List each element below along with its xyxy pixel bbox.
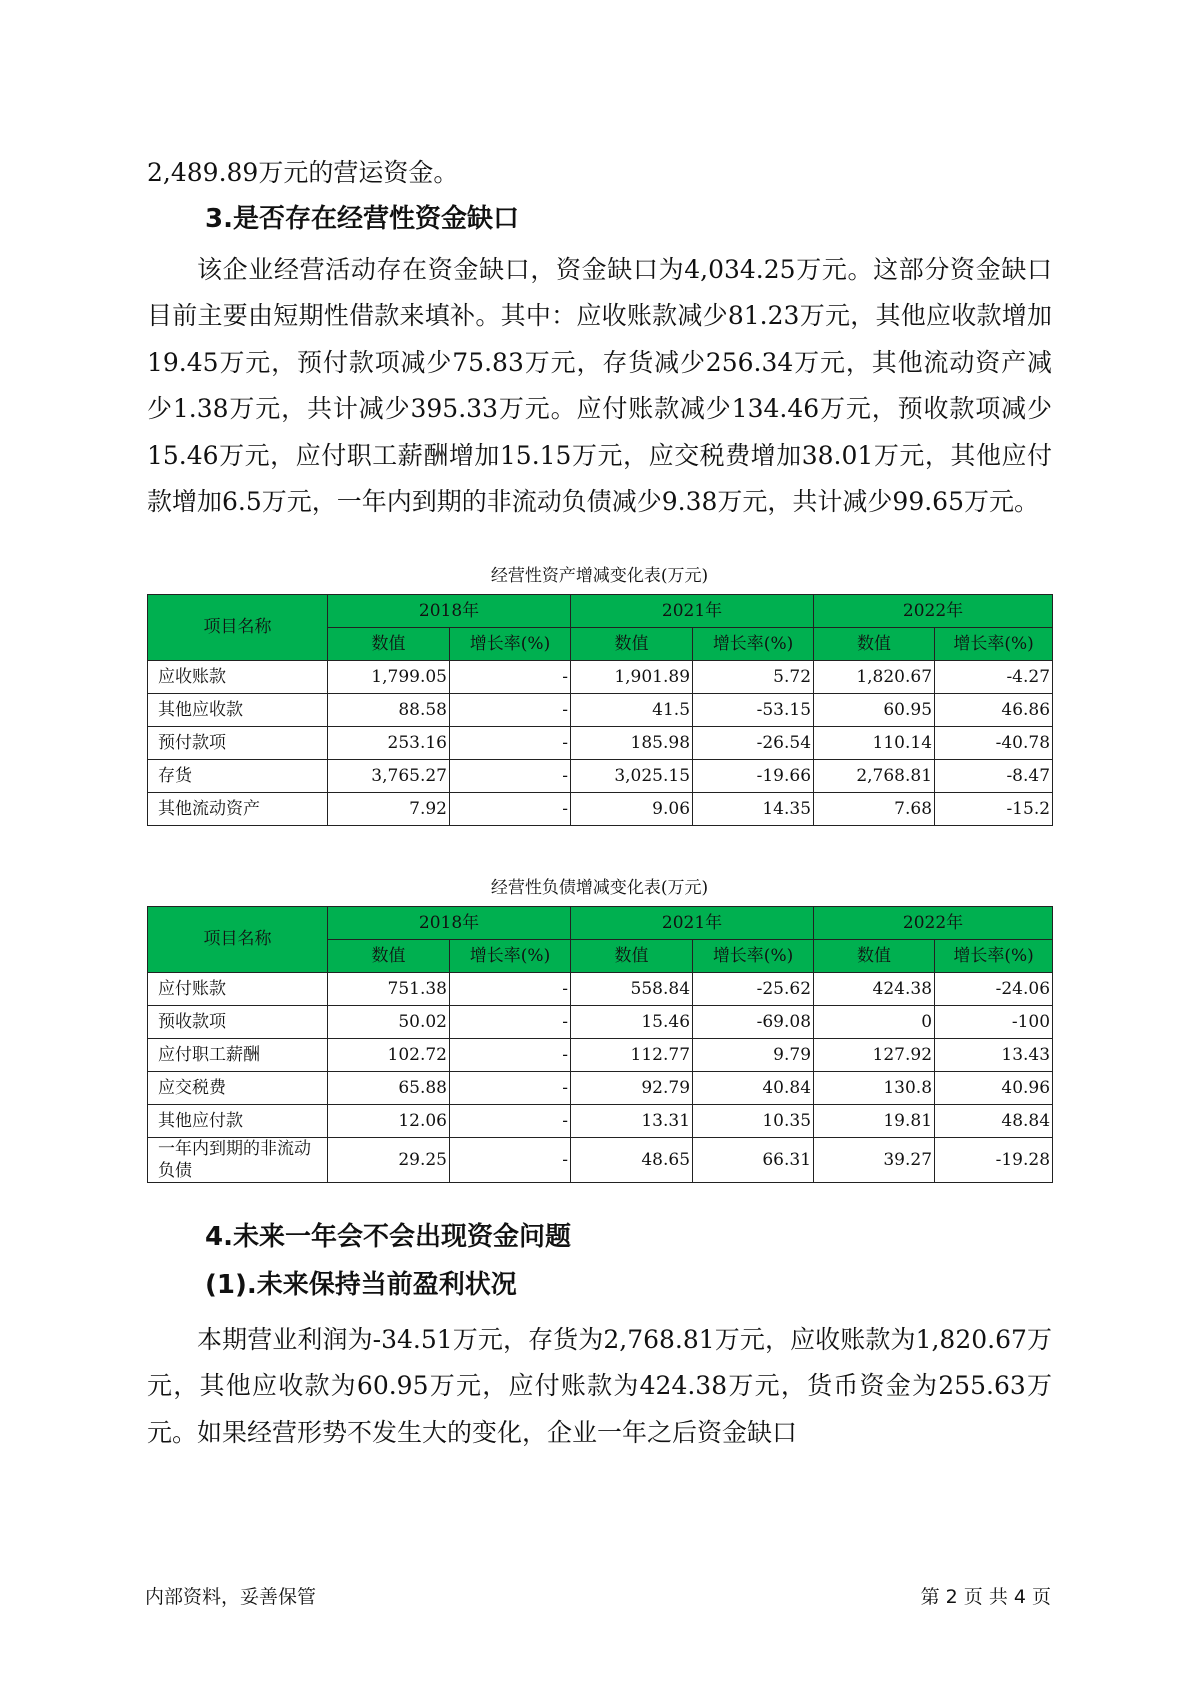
cell-value: 9.06 xyxy=(571,792,693,825)
cell-growth-rate: -40.78 xyxy=(935,726,1053,759)
paragraph-working-capital: 2,489.89万元的营运资金。 xyxy=(147,158,459,187)
cell-value: 751.38 xyxy=(328,972,450,1005)
assets-change-table xyxy=(147,594,1053,826)
footer-page-number: 第 2 页 共 4 页 xyxy=(920,1586,1051,1608)
cell-value: 92.79 xyxy=(571,1071,693,1104)
cell-value: 2,768.81 xyxy=(814,759,935,792)
header-year-2018: 2018年 xyxy=(328,906,571,939)
cell-growth-rate: -53.15 xyxy=(693,693,814,726)
cell-growth-rate: 9.79 xyxy=(693,1038,814,1071)
paragraph-forecast: 本期营业利润为-34.51万元，存货为2,768.81万元，应收账款为1,820.67万元，其他应收款为60.95万元，应付账款为424.38万元，货币资金为255.63万元。如果经营形势不发生大的变化，企业一年之后资金缺口 xyxy=(147,1324,1052,1447)
header-item-name: 项目名称 xyxy=(148,906,328,972)
heading-section-3: 3.是否存在经营性资金缺口 xyxy=(205,203,519,234)
cell-value: 1,799.05 xyxy=(328,660,450,693)
footer-confidential-note: 内部资料，妥善保管 xyxy=(145,1586,317,1608)
cell-value: 1,820.67 xyxy=(814,660,935,693)
cell-growth-rate: 14.35 xyxy=(693,792,814,825)
cell-value: 65.88 xyxy=(328,1071,450,1104)
cell-growth-rate: - xyxy=(450,1038,571,1071)
header-year-2018: 2018年 xyxy=(328,594,571,627)
row-item-name: 应交税费 xyxy=(148,1071,328,1104)
table-row xyxy=(148,1038,1053,1071)
header-value: 数值 xyxy=(814,939,935,972)
cell-growth-rate: - xyxy=(450,1137,571,1182)
table-row xyxy=(148,972,1053,1005)
cell-value: 19.81 xyxy=(814,1104,935,1137)
cell-growth-rate: - xyxy=(450,693,571,726)
heading-section-4-1: (1).未来保持当前盈利状况 xyxy=(205,1269,517,1300)
cell-value: 88.58 xyxy=(328,693,450,726)
table-row xyxy=(148,726,1053,759)
header-rate: 增长率(%) xyxy=(693,627,814,660)
cell-growth-rate: 48.84 xyxy=(935,1104,1053,1137)
header-year-2022: 2022年 xyxy=(814,594,1053,627)
row-item-name: 一年内到期的非流动负债 xyxy=(148,1137,328,1182)
header-value: 数值 xyxy=(328,627,450,660)
cell-growth-rate: 5.72 xyxy=(693,660,814,693)
cell-growth-rate: -24.06 xyxy=(935,972,1053,1005)
header-year-2021: 2021年 xyxy=(571,594,814,627)
header-item-name: 项目名称 xyxy=(148,594,328,660)
cell-value: 39.27 xyxy=(814,1137,935,1182)
header-value: 数值 xyxy=(328,939,450,972)
cell-growth-rate: 66.31 xyxy=(693,1137,814,1182)
cell-value: 15.46 xyxy=(571,1005,693,1038)
row-item-name: 其他应收款 xyxy=(148,693,328,726)
cell-value: 50.02 xyxy=(328,1005,450,1038)
cell-value: 112.77 xyxy=(571,1038,693,1071)
table-liabilities-caption: 经营性负债增减变化表(万元) xyxy=(490,877,709,898)
page-content xyxy=(147,150,1052,1456)
cell-value: 7.68 xyxy=(814,792,935,825)
header-rate: 增长率(%) xyxy=(935,939,1053,972)
header-value: 数值 xyxy=(814,627,935,660)
cell-value: 185.98 xyxy=(571,726,693,759)
cell-growth-rate: -19.66 xyxy=(693,759,814,792)
row-item-name: 应收账款 xyxy=(148,660,328,693)
table-row xyxy=(148,792,1053,825)
cell-value: 48.65 xyxy=(571,1137,693,1182)
liabilities-change-table xyxy=(147,906,1053,1183)
table-assets-caption: 经营性资产增减变化表(万元) xyxy=(490,565,709,586)
row-item-name: 其他应付款 xyxy=(148,1104,328,1137)
header-rate: 增长率(%) xyxy=(450,939,571,972)
cell-value: 558.84 xyxy=(571,972,693,1005)
cell-value: 13.31 xyxy=(571,1104,693,1137)
cell-growth-rate: -25.62 xyxy=(693,972,814,1005)
cell-growth-rate: 40.96 xyxy=(935,1071,1053,1104)
cell-value: 12.06 xyxy=(328,1104,450,1137)
cell-value: 0 xyxy=(814,1005,935,1038)
table-row xyxy=(148,1005,1053,1038)
cell-value: 41.5 xyxy=(571,693,693,726)
cell-value: 3,025.15 xyxy=(571,759,693,792)
row-item-name: 应付职工薪酬 xyxy=(148,1038,328,1071)
header-year-2022: 2022年 xyxy=(814,906,1053,939)
cell-growth-rate: -19.28 xyxy=(935,1137,1053,1182)
table-row xyxy=(148,693,1053,726)
cell-growth-rate: - xyxy=(450,1104,571,1137)
cell-growth-rate: 10.35 xyxy=(693,1104,814,1137)
cell-value: 253.16 xyxy=(328,726,450,759)
header-rate: 增长率(%) xyxy=(693,939,814,972)
row-item-name: 应付账款 xyxy=(148,972,328,1005)
cell-growth-rate: - xyxy=(450,660,571,693)
table-row xyxy=(148,660,1053,693)
header-rate: 增长率(%) xyxy=(450,627,571,660)
table-row xyxy=(148,1137,1053,1182)
cell-growth-rate: - xyxy=(450,759,571,792)
cell-growth-rate: -69.08 xyxy=(693,1005,814,1038)
cell-growth-rate: - xyxy=(450,792,571,825)
cell-value: 3,765.27 xyxy=(328,759,450,792)
paragraph-funding-gap: 该企业经营活动存在资金缺口，资金缺口为4,034.25万元。这部分资金缺口目前主要由短期性借款来填补。其中：应收账款减少81.23万元，其他应收款增加19.45万元，预付款项减少75.83万元，存货减少256.34万元，其他流动资产减少1.38万元，共计减少395.33万元。应付账款减少134.46万元，预收款项减少15.46万元，应付职工薪酬增加15.15万元，应交税费增加38.01万元，其他应付款增加6.5万元，一年内到期的非流动负债减少9.38万元，共计减少99.65万元。 xyxy=(147,254,1052,516)
cell-growth-rate: 40.84 xyxy=(693,1071,814,1104)
header-year-2021: 2021年 xyxy=(571,906,814,939)
heading-section-4: 4.未来一年会不会出现资金问题 xyxy=(205,1221,571,1252)
cell-growth-rate: -8.47 xyxy=(935,759,1053,792)
row-item-name: 其他流动资产 xyxy=(148,792,328,825)
table-row xyxy=(148,759,1053,792)
row-item-name: 预收款项 xyxy=(148,1005,328,1038)
cell-value: 7.92 xyxy=(328,792,450,825)
cell-value: 60.95 xyxy=(814,693,935,726)
table-row xyxy=(148,1104,1053,1137)
cell-growth-rate: - xyxy=(450,1071,571,1104)
header-rate: 增长率(%) xyxy=(935,627,1053,660)
cell-growth-rate: - xyxy=(450,1005,571,1038)
header-value: 数值 xyxy=(571,627,693,660)
cell-value: 102.72 xyxy=(328,1038,450,1071)
cell-growth-rate: 46.86 xyxy=(935,693,1053,726)
table-row xyxy=(148,1071,1053,1104)
cell-growth-rate: -4.27 xyxy=(935,660,1053,693)
cell-growth-rate: - xyxy=(450,972,571,1005)
cell-value: 424.38 xyxy=(814,972,935,1005)
row-item-name: 预付款项 xyxy=(148,726,328,759)
cell-value: 130.8 xyxy=(814,1071,935,1104)
cell-value: 29.25 xyxy=(328,1137,450,1182)
cell-value: 1,901.89 xyxy=(571,660,693,693)
header-value: 数值 xyxy=(571,939,693,972)
cell-value: 110.14 xyxy=(814,726,935,759)
cell-growth-rate: -26.54 xyxy=(693,726,814,759)
cell-growth-rate: 13.43 xyxy=(935,1038,1053,1071)
cell-value: 127.92 xyxy=(814,1038,935,1071)
cell-growth-rate: -15.2 xyxy=(935,792,1053,825)
cell-growth-rate: -100 xyxy=(935,1005,1053,1038)
cell-growth-rate: - xyxy=(450,726,571,759)
row-item-name: 存货 xyxy=(148,759,328,792)
